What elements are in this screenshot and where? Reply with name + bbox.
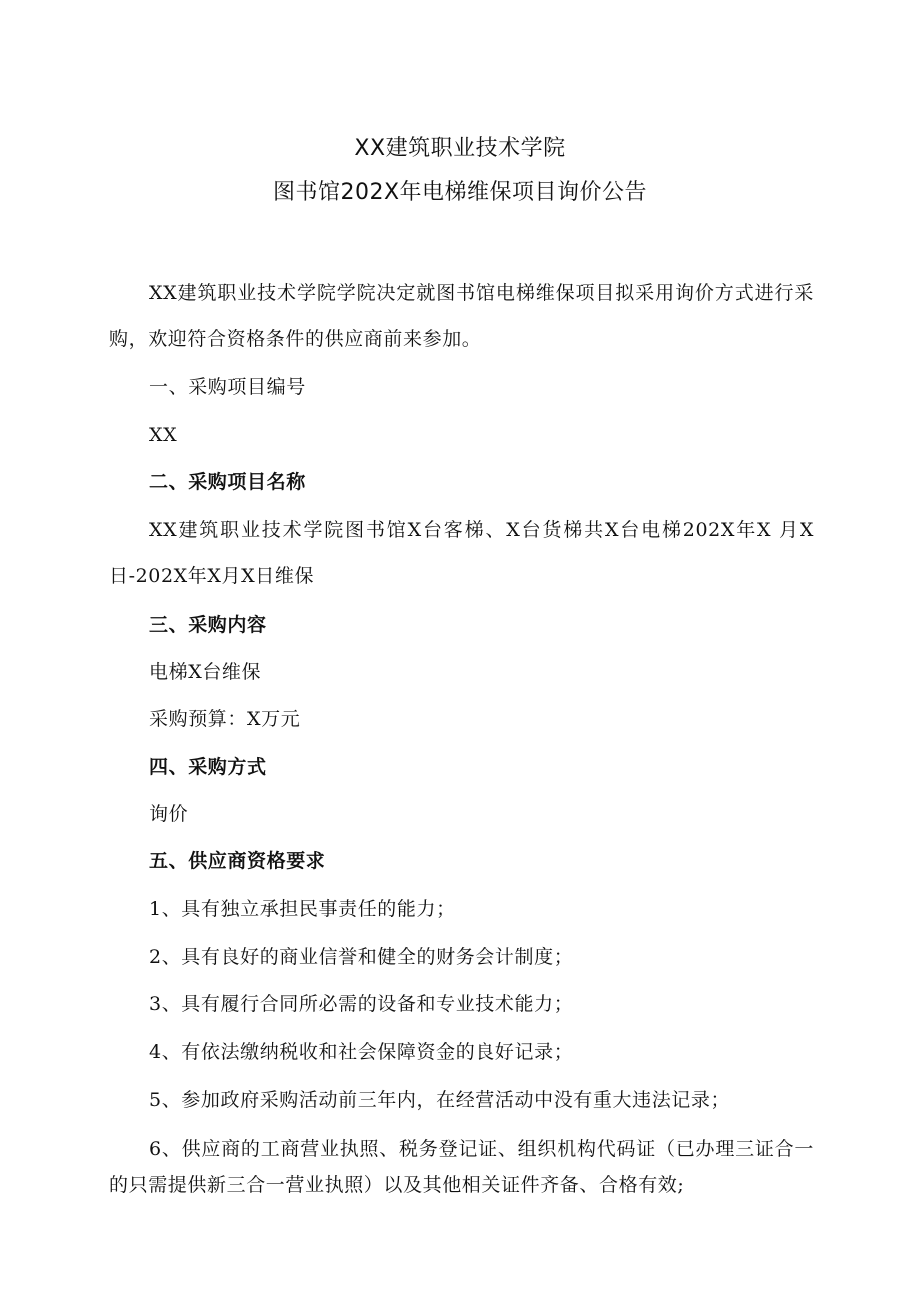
section-3-line-1: 电梯X台维保 (149, 661, 262, 683)
section-4-heading: 四、采购方式 (149, 756, 267, 778)
document-title-line-2: 图书馆202X年电梯维保项目询价公告 (272, 180, 648, 205)
requirement-item-5: 5、参加政府采购活动前三年内，在经营活动中没有重大违法记录； (149, 1089, 731, 1111)
requirement-item-1: 1、具有独立承担民事责任的能力； (149, 898, 456, 920)
section-2-heading: 二、采购项目名称 (149, 471, 306, 493)
section-5-heading: 五、供应商资格要求 (149, 850, 326, 872)
section-3-line-2: 采购预算：X万元 (149, 708, 301, 730)
document-title-line-1: XX建筑职业技术学院 (354, 136, 566, 161)
section-3-heading: 三、采购内容 (149, 614, 267, 636)
requirement-item-6: 6、供应商的工商营业执照、税务登记证、组织机构代码证（已办理三证合一的只需提供新三合一营业执照）以及其他相关证件齐备、合格有效; (109, 1138, 814, 1196)
section-1-value: XX (149, 424, 178, 446)
section-1-heading: 一、采购项目编号 (149, 376, 306, 398)
section-4-value: 询价 (149, 803, 189, 825)
intro-paragraph: XX建筑职业技术学院学院决定就图书馆电梯维保项目拟采用询价方式进行采购，欢迎符合资格条件的供应商前来参加。 (109, 282, 814, 350)
requirement-item-3: 3、具有履行合同所必需的设备和专业技术能力； (149, 993, 574, 1015)
requirement-item-4: 4、有依法缴纳税收和社会保障资金的良好记录； (149, 1041, 574, 1063)
section-2-value: XX建筑职业技术学院图书馆X台客梯、X台货梯共X台电梯202X年X 月X日-202X年X月X日维保 (109, 519, 814, 587)
requirement-item-2: 2、具有良好的商业信誉和健全的财务会计制度； (149, 946, 574, 968)
